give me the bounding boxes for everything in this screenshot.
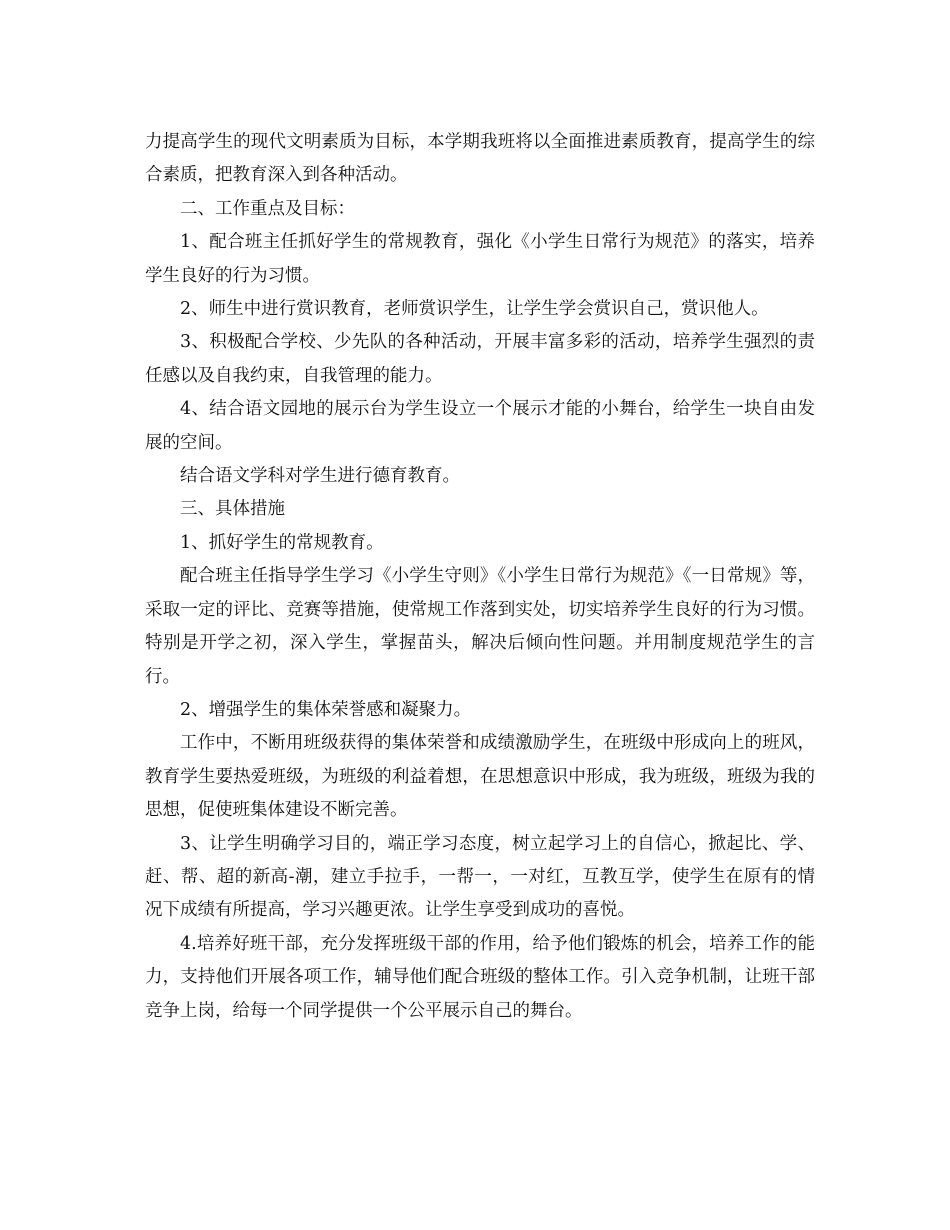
goal-item-4: 4、结合语文园地的展示台为学生设立一个展示才能的小舞台，给学生一块自由发展的空间。 — [145, 399, 815, 453]
goal-item-2: 2、师生中进行赏识教育，老师赏识学生，让学生学会赏识自己，赏识他人。 — [180, 299, 769, 320]
measure-body-1: 配合班主任指导学生学习《小学生守则》《小学生日常行为规范》《一日常规》等，采取一定的评比、竞赛等措施，使常规工作落到实处，切实培养学生良好的行为习惯。特别是开学之初，深入学生，掌握苗头，解决后倾向性问题。并用制度规范学生的言行。 — [145, 566, 815, 687]
measure-item-4: 4.培养好班干部，充分发挥班级干部的作用，给予他们锻炼的机会，培养工作的能力，支持他们开展各项工作，辅导他们配合班级的整体工作。引入竞争机制，让班干部竞争上岗，给每一个同学提供一个公平展示自己的舞台。 — [145, 933, 815, 1021]
measure-heading-1: 1、抓好学生的常规教育。 — [180, 532, 384, 553]
paragraph-intro-continued: 力提高学生的现代文明素质为目标，本学期我班将以全面推进素质教育，提高学生的综合素质，把教育深入到各种活动。 — [145, 132, 815, 186]
goal-note: 结合语文学科对学生进行德育教育。 — [180, 466, 460, 487]
section-heading-measures: 三、具体措施 — [180, 499, 285, 520]
measure-heading-2: 2、增强学生的集体荣誉感和凝聚力。 — [180, 699, 472, 720]
goal-item-3: 3、积极配合学校、少先队的各种活动，开展丰富多彩的活动，培养学生强烈的责任感以及自我约束，自我管理的能力。 — [145, 332, 815, 386]
goal-item-1: 1、配合班主任抓好学生的常规教育，强化《小学生日常行为规范》的落实，培养学生良好的行为习惯。 — [145, 232, 815, 286]
measure-body-2: 工作中，不断用班级获得的集体荣誉和成绩激励学生，在班级中形成向上的班风，教育学生要热爱班级，为班级的利益着想，在思想意识中形成，我为班级，班级为我的思想，促使班集体建设不断完善。 — [145, 733, 815, 821]
measure-item-3: 3、让学生明确学习目的，端正学习态度，树立起学习上的自信心，掀起比、学、赶、帮、超的新高-潮，建立手拉手，一帮一，一对红，互教互学，使学生在原有的情况下成绩有所提高，学习兴趣更浓。让学生享受到成功的喜悦。 — [145, 833, 815, 921]
section-heading-goals: 二、工作重点及目标： — [180, 198, 355, 219]
document-body — [145, 126, 815, 1028]
